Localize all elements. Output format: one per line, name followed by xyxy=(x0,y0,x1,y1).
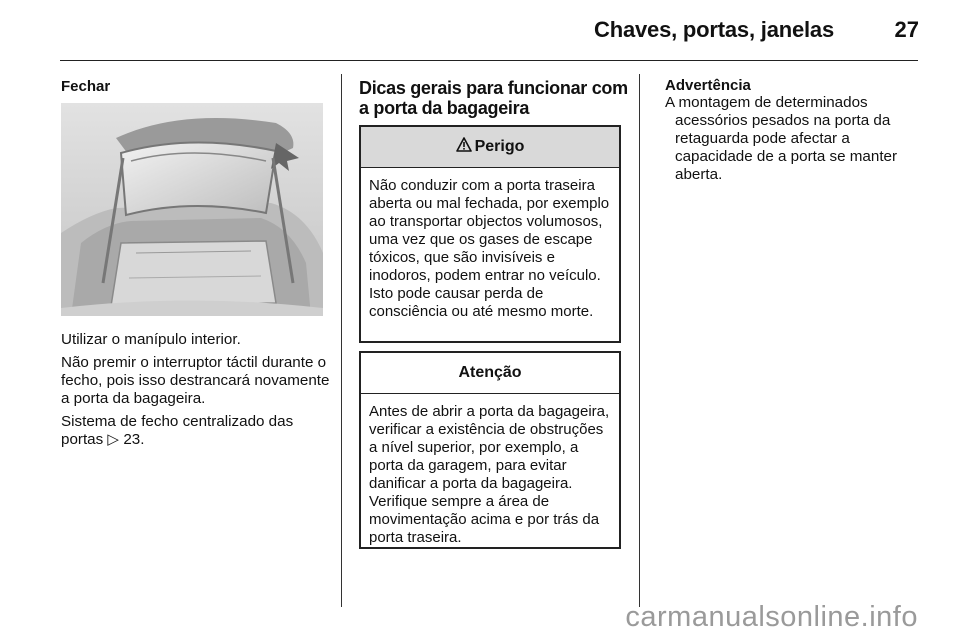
page-number: 27 xyxy=(894,17,919,42)
header-divider xyxy=(60,60,918,61)
caution-title: Atenção xyxy=(458,364,522,381)
paragraph: Sistema de fecho centralizado das portas ▷ 23. xyxy=(61,413,294,448)
notice-block xyxy=(665,77,925,184)
section-heading-close: Fechar xyxy=(61,78,111,95)
column-divider-2 xyxy=(639,74,640,607)
tailgate-photo xyxy=(61,103,323,316)
close-instructions xyxy=(61,331,331,454)
notice-rest: acessórios pesados na porta da retaguarda pode afectar a capacidade de a porta se manter aberta. xyxy=(675,112,898,183)
chapter-title: Chaves, portas, janelas xyxy=(594,17,834,42)
warning-triangle-icon xyxy=(456,137,472,157)
watermark: carmanualsonline.info xyxy=(625,601,918,633)
caution-text: Antes de abrir a porta da bagageira, verificar a existência de obstruções a nível superior, por exemplo, a porta da garagem, para evitar danificar a porta da bagageira. Verifique sempre a área de movimentação acima e por trás da porta traseira. xyxy=(369,403,610,546)
section-heading-tips: Dicas gerais para funcionar com a porta da bagageira xyxy=(359,78,628,118)
caution-box xyxy=(359,351,621,549)
notice-first-line: A montagem de determinados xyxy=(665,94,868,111)
paragraph: Utilizar o manípulo interior. xyxy=(61,331,241,348)
paragraph: Não premir o interruptor táctil durante o fecho, pois isso destrancará novamente a porta da bagageira. xyxy=(61,354,330,407)
column-divider-1 xyxy=(341,74,342,607)
notice-heading: Advertência xyxy=(665,77,751,94)
danger-title: Perigo xyxy=(474,138,525,155)
danger-box xyxy=(359,125,621,343)
danger-box-header xyxy=(361,127,619,168)
caution-box-header xyxy=(361,353,619,394)
danger-text: Não conduzir com a porta traseira aberta ou mal fechada, por exemplo ao transportar objectos volumosos, uma vez que os gases de escape tóxicos, que são invisíveis e inodoros, podem entrar no veículo. Isto pode causar perda de consciência ou até mesmo morte. xyxy=(369,177,610,320)
notice-text xyxy=(665,94,925,184)
